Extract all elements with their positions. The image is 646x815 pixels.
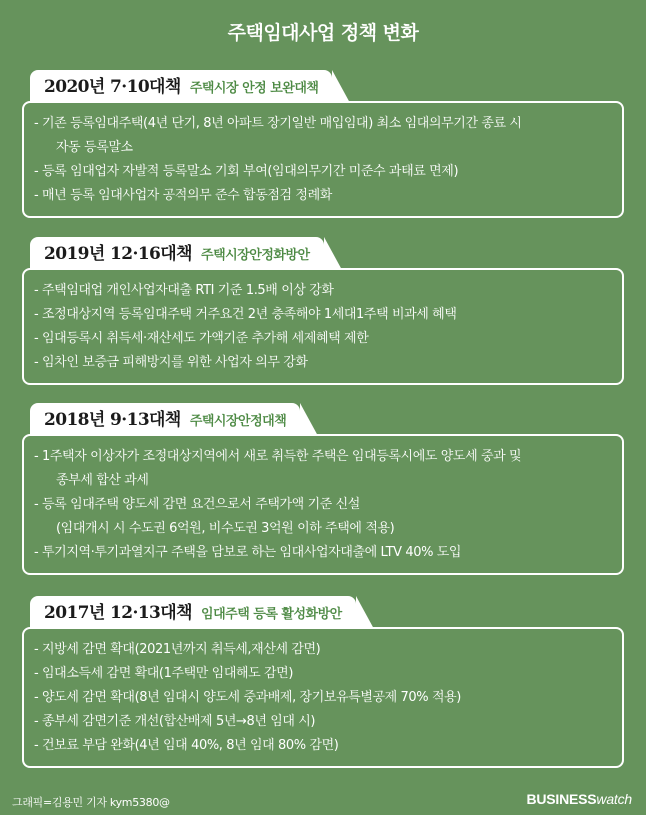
policy-subtitle: 주택시장 안정 보완대책 (189, 81, 319, 96)
policy-title: 2017년 12·13대책 (44, 603, 192, 623)
policy-details-box (22, 268, 624, 385)
list-item: - 임대등록시 취득세·재산세도 가액기준 추가해 세제혜택 제한 (34, 331, 369, 346)
policy-item-list (34, 638, 608, 758)
policy-subtitle: 주택시장안정화방안 (201, 248, 310, 263)
list-item: - 등록 임대주택 양도세 감면 요건으로서 주택가액 기준 신설 (34, 497, 360, 512)
list-item-continuation: (임대개시 시 수도권 6억원, 비수도권 3억원 이하 주택에 적용) (56, 521, 395, 536)
policy-item-list (34, 112, 608, 208)
policy-details-box (22, 434, 624, 575)
policy-details-box (22, 627, 624, 768)
policy-details-box (22, 101, 624, 218)
list-item: - 지방세 감면 확대(2021년까지 취득세,재산세 감면) (34, 642, 321, 657)
list-item: - 조정대상지역 등록임대주택 거주요건 2년 충족해야 1세대1주택 비과세 혜택 (34, 307, 457, 322)
policy-title: 2019년 12·16대책 (44, 244, 192, 264)
list-item: - 매년 등록 임대사업자 공적의무 준수 합동점검 정례화 (34, 188, 332, 203)
list-item: - 양도세 감면 확대(8년 임대시 양도세 중과배제, 장기보유특별공제 70% 적용) (34, 690, 461, 705)
policy-tab (30, 70, 332, 103)
logo-text-business: BUSINESS (526, 791, 597, 807)
list-item-continuation: 자동 등록말소 (56, 140, 133, 155)
list-item: - 기존 등록임대주택(4년 단기, 8년 아파트 장기일반 매입임대) 최소 임대의무기간 종료 시 (34, 116, 522, 131)
page-title: 주택임대사업 정책 변화 (227, 22, 419, 44)
list-item: - 임차인 보증금 피해방지를 위한 사업자 의무 강화 (34, 355, 308, 370)
list-item: - 투기지역·투기과열지구 주택을 담보로 하는 임대사업자대출에 LTV 40% 도입 (34, 545, 462, 560)
businesswatch-logo (526, 791, 632, 808)
graphic-credit: 그래픽=김용민 기자 kym5380@ (12, 796, 170, 809)
list-item: - 주택임대업 개인사업자대출 RTI 기준 1.5배 이상 강화 (34, 283, 334, 298)
policy-title: 2018년 9·13대책 (44, 410, 181, 430)
policy-subtitle: 주택시장안정대책 (189, 414, 287, 429)
list-item-continuation: 종부세 합산 과세 (56, 473, 149, 488)
list-item: - 건보료 부담 완화(4년 임대 40%, 8년 임대 80% 감면) (34, 738, 339, 753)
list-item: - 등록 임대업자 자발적 등록말소 기회 부여(임대의무기간 미준수 과태료 면제) (34, 164, 459, 179)
policy-item-list (34, 279, 608, 375)
list-item: - 임대소득세 감면 확대(1주택만 임대해도 감면) (34, 666, 294, 681)
list-item: - 종부세 감면기준 개선(합산배제 5년→8년 임대 시) (34, 714, 316, 729)
policy-tab (30, 596, 356, 629)
logo-text-watch: watch (596, 791, 632, 807)
policy-subtitle: 임대주택 등록 활성화방안 (201, 607, 342, 622)
policy-title: 2020년 7·10대책 (44, 77, 181, 97)
policy-tab (30, 403, 300, 436)
list-item: - 1주택자 이상자가 조정대상지역에서 새로 취득한 주택은 임대등록시에도 양도세 중과 및 (34, 449, 522, 464)
policy-tab (30, 237, 324, 270)
policy-item-list (34, 445, 608, 565)
